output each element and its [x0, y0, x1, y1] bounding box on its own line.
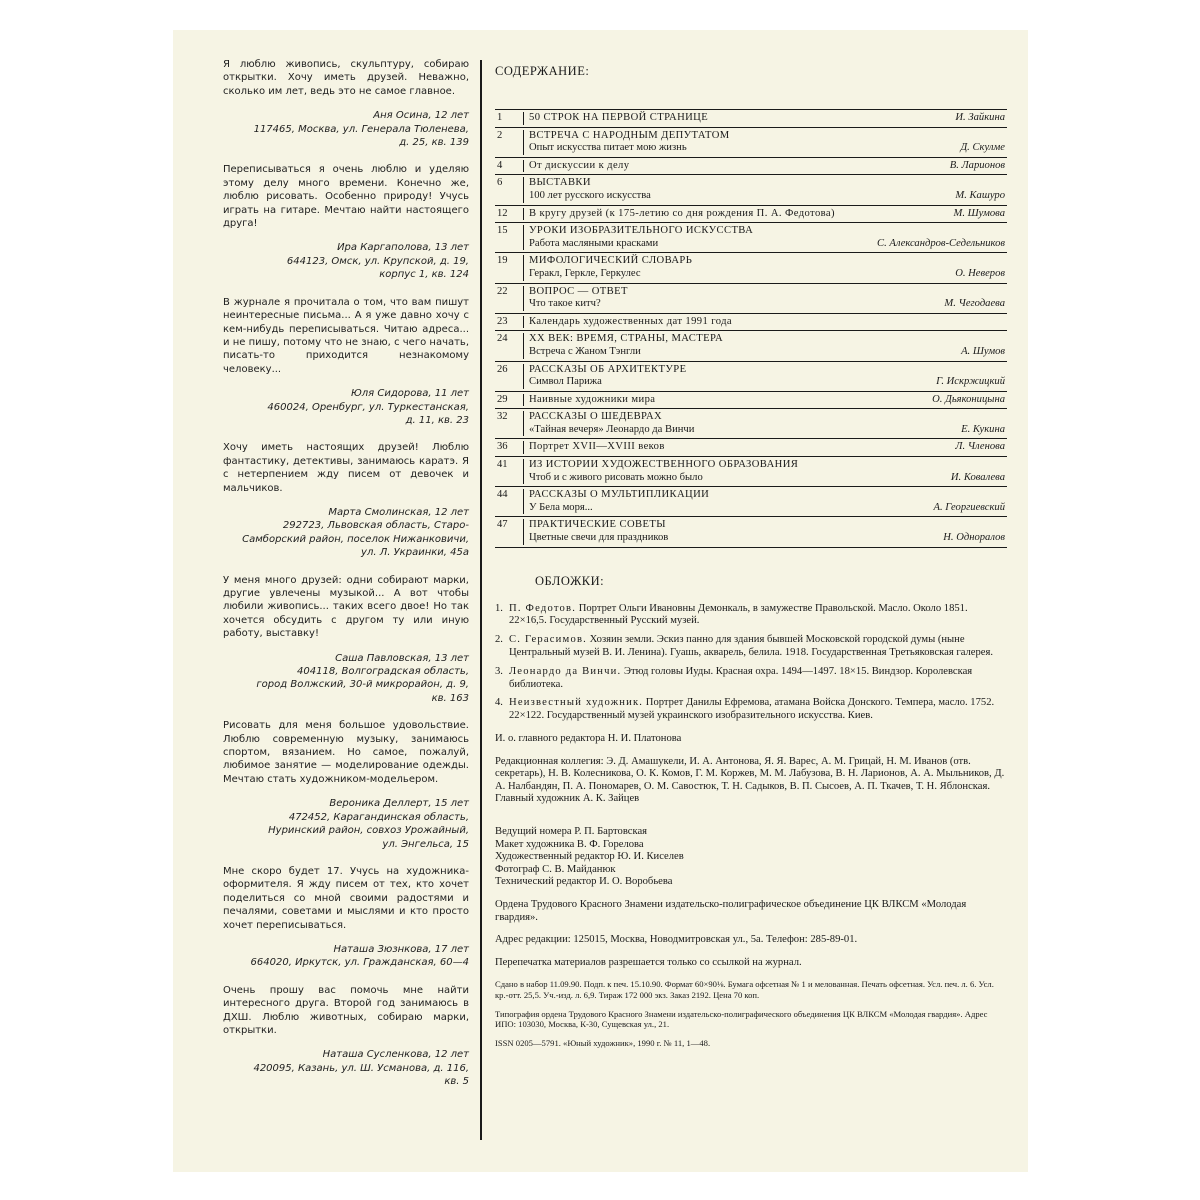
staff-line: Макет художника В. Ф. Горелова	[495, 838, 644, 850]
toc-page-number: 36	[497, 441, 508, 453]
cover-item	[495, 697, 1007, 723]
toc-entry	[523, 394, 1007, 407]
toc-row	[495, 409, 1007, 439]
contents-column	[495, 60, 1007, 1056]
toc-title: СОДЕРЖАНИЕ:	[495, 64, 590, 78]
toc-row	[495, 362, 1007, 392]
toc-section-title: РАССКАЗЫ О МУЛЬТИПЛИКАЦИИ	[529, 489, 710, 501]
toc-subtitle: У Бела моря...	[529, 501, 593, 513]
signature-line: Вероника Деллерт, 15 лет	[329, 798, 469, 810]
toc-page-number: 44	[497, 489, 508, 501]
toc-row	[495, 206, 1007, 224]
toc-row	[495, 487, 1007, 517]
cover-number: 4.	[495, 697, 503, 709]
toc-row	[495, 175, 1007, 205]
toc-author: М. Кашуро	[955, 189, 1005, 201]
toc-page-number: 6	[497, 177, 503, 189]
cover-number: 3.	[495, 665, 503, 677]
toc-subline	[529, 532, 1007, 545]
cover-description	[509, 666, 1007, 692]
toc-author: Е. Кукина	[961, 423, 1005, 435]
toc-subline	[529, 298, 1007, 311]
toc-page-number: 24	[497, 333, 508, 345]
letter-text: У меня много друзей: одни собирают марки, другие увлечены музыкой... А вот чтобы любили живопись... таких всего двое! Но так хочется обсудить с другом ту или иную работу, выставку!	[223, 574, 469, 640]
toc-page-number: 2	[497, 129, 503, 141]
toc-subline	[529, 394, 1007, 407]
toc-entry	[523, 208, 1007, 221]
cover-item	[495, 634, 1007, 660]
signature-line: город Волжский, 30-й микрорайон, д. 9,	[256, 679, 469, 691]
chief-artist: Главный художник А. К. Зайцев	[495, 793, 640, 805]
toc-entry	[523, 364, 1007, 389]
toc-table	[495, 109, 1007, 548]
letter-block	[223, 163, 469, 281]
letter-block	[223, 441, 469, 559]
toc-subline	[529, 346, 1007, 359]
letter-signature	[223, 387, 469, 427]
signature-line: Аня Осина, 12 лет	[373, 110, 469, 122]
toc-entry	[523, 441, 1007, 454]
signature-line: д. 11, кв. 23	[405, 414, 469, 426]
toc-row	[495, 331, 1007, 361]
toc-section-title: ВОПРОС — ОТВЕТ	[529, 285, 628, 297]
toc-page-number: 15	[497, 225, 508, 237]
signature-line: д. 25, кв. 139	[399, 137, 469, 149]
signature-line: 292723, Львовская область, Старо-Самборский район, поселок Нижанковичи,	[242, 520, 469, 545]
toc-entry	[523, 459, 1007, 484]
cover-text: Портрет Данилы Ефремова, атамана Войска Донского. Темпера, масло. 1752. 22×122. Государственный музей украинского изобразительного искусства. Киев.	[509, 697, 995, 722]
toc-subtitle: 100 лет русского искусства	[529, 189, 651, 201]
toc-subtitle: Что такое китч?	[529, 298, 601, 310]
cover-description	[509, 697, 1007, 723]
toc-section-title: ВЫСТАВКИ	[529, 177, 591, 189]
column-divider	[480, 60, 482, 1140]
signature-line: корпус 1, кв. 124	[379, 269, 469, 281]
toc-row	[495, 392, 1007, 410]
letter-signature	[223, 241, 469, 281]
signature-line: Саша Павловская, 13 лет	[335, 652, 469, 664]
toc-section-title: ВСТРЕЧА С НАРОДНЫМ ДЕПУТАТОМ	[529, 129, 730, 141]
toc-author: Д. Скулме	[960, 142, 1005, 154]
toc-entry	[523, 316, 1007, 329]
toc-section-title: РАССКАЗЫ ОБ АРХИТЕКТУРЕ	[529, 363, 687, 375]
acting-editor: И. о. главного редактора Н. И. Платонова	[495, 733, 682, 744]
toc-page-number: 32	[497, 411, 508, 423]
letter-signature	[223, 943, 469, 970]
staff-line: Ведущий номера Р. П. Бартовская	[495, 825, 648, 837]
covers-title: ОБЛОЖКИ:	[535, 573, 605, 588]
letter-signature	[223, 506, 469, 560]
toc-subtitle: Геракл, Геркле, Геркулес	[529, 267, 641, 279]
toc-section-title: Календарь художественных дат 1991 года	[529, 315, 733, 327]
toc-author: В. Ларионов	[949, 159, 1005, 171]
staff-line: Фотограф С. В. Майданюк	[495, 863, 616, 875]
toc-row	[495, 158, 1007, 176]
cover-description	[509, 634, 1007, 660]
toc-section-title: XX ВЕК: ВРЕМЯ, СТРАНЫ, МАСТЕРА	[529, 333, 724, 345]
toc-row	[495, 128, 1007, 158]
letter-block	[223, 865, 469, 970]
letter-block	[223, 984, 469, 1089]
toc-subline	[529, 238, 1007, 251]
toc-row	[495, 517, 1007, 547]
letter-text: В журнале я прочитала о том, что вам пишут неинтересные письма... А я уже давно хочу с кем-нибудь переписываться. Читаю адреса... и не пишу, потому что не знаю, с чего начать, писать-то приходится незнакомому человеку...	[223, 296, 469, 375]
letters-column	[223, 58, 469, 1103]
cover-description	[509, 603, 1007, 629]
signature-line: 664020, Иркутск, ул. Гражданская, 60—4	[250, 957, 469, 969]
toc-page-number: 23	[497, 315, 508, 327]
signature-line: Марта Смолинская, 12 лет	[328, 506, 469, 518]
toc-page-number: 47	[497, 519, 508, 531]
letter-text: Рисовать для меня большое удовольствие. Люблю современную музыку, занимаюсь спортом, вязанием. Но самое, пожалуй, любимое занятие — моделирование одежды. Мечтаю стать художником-модельером.	[223, 720, 469, 785]
printing-house: Типография ордена Трудового Красного Знамени издательско-полиграфического объединения ЦК ВЛКСМ «Молодая гвардия». Адрес ИПО: 103030, Москва, К-30, Сущевская ул., 21.	[495, 1008, 988, 1030]
toc-subtitle: Работа масляными красками	[529, 237, 659, 249]
toc-entry	[523, 286, 1007, 311]
editorial-board	[495, 756, 1007, 806]
toc-subline	[529, 268, 1007, 281]
letter-block	[223, 58, 469, 149]
toc-entry	[523, 160, 1007, 173]
toc-page-number: 4	[497, 159, 503, 171]
letter-text: Я люблю живопись, скульптуру, собираю открытки. Хочу иметь друзей. Неважно, сколько им лет, ведь это не самое главное.	[223, 59, 469, 97]
staff-line: Художественный редактор Ю. И. Киселев	[495, 851, 684, 863]
cover-text: Этюд головы Иуды. Красная охра. 1494—1497. 18×15. Виндзор. Королевская библиотека.	[509, 665, 973, 690]
toc-author: С. Александров-Седельников	[877, 237, 1005, 249]
cover-text: Портрет Ольги Ивановны Демонкаль, в замужестве Правольской. Масло. Около 1851. 22×16,5. Государственный Русский музей.	[509, 602, 968, 627]
letter-signature	[223, 652, 469, 706]
print-info: Сдано в набор 11.09.90. Подп. к печ. 15.10.90. Формат 60×90⅛. Бумага офсетная № 1 и мелованная. Печать офсетная. Усл. печ. л. 6. Усл. кр.-отт. 25,5. Уч.-изд. л. 6,9. Тираж 172 000 экз. Заказ 2192. Цена 70 коп.	[495, 979, 994, 1000]
editorial-address: Адрес редакции: 125015, Москва, Новодмитровская ул., 5а. Телефон: 285-89-01.	[495, 934, 858, 946]
toc-subline	[529, 472, 1007, 485]
toc-subline	[529, 160, 1007, 173]
toc-author: И. Зайкина	[955, 112, 1005, 123]
toc-row	[495, 253, 1007, 283]
toc-section-title: В кругу друзей (к 175-летию со дня рождения П. А. Федотова)	[529, 207, 835, 219]
toc-row	[495, 439, 1007, 457]
toc-row	[495, 110, 1007, 128]
cover-number: 1.	[495, 602, 503, 614]
toc-row	[495, 314, 1007, 332]
signature-line: ул. Энгельса, 15	[382, 838, 469, 850]
publisher: Ордена Трудового Красного Знамени издательско-полиграфическое объединение ЦК ВЛКСМ «Молодая гвардия».	[495, 898, 967, 923]
toc-entry	[523, 112, 1007, 125]
letter-text: Переписываться я очень люблю и уделяю этому делу много времени. Конечно же, люблю рисовать. Особенно природу! Учусь играть на гитаре. Мечтаю найти настоящего друга!	[223, 164, 469, 230]
toc-subline	[529, 441, 1007, 454]
toc-row	[495, 457, 1007, 487]
toc-author: Н. Одноралов	[943, 532, 1005, 544]
toc-subtitle: «Тайная вечеря» Леонардо да Винчи	[529, 423, 695, 435]
toc-author: А. Георгиевский	[933, 501, 1005, 513]
toc-subline	[529, 208, 1007, 221]
letter-signature	[223, 797, 469, 851]
staff-line: Технический редактор И. О. Воробьева	[495, 876, 673, 888]
toc-page-number: 19	[497, 255, 508, 267]
toc-section-title: ИЗ ИСТОРИИ ХУДОЖЕСТВЕННОГО ОБРАЗОВАНИЯ	[529, 459, 799, 471]
toc-page-number: 22	[497, 285, 508, 297]
letter-block	[223, 296, 469, 428]
toc-author: Г. Искржицкий	[936, 376, 1005, 388]
toc-subtitle: Чтоб и с живого рисовать можно было	[529, 471, 703, 483]
cover-number: 2.	[495, 634, 503, 646]
toc-section-title: РАССКАЗЫ О ШЕДЕВРАХ	[529, 411, 663, 423]
toc-entry	[523, 130, 1007, 155]
toc-subline	[529, 376, 1007, 389]
toc-row	[495, 223, 1007, 253]
toc-subline	[529, 502, 1007, 515]
signature-line: кв. 5	[444, 1076, 469, 1088]
toc-subline	[529, 190, 1007, 203]
letter-text: Мне скоро будет 17. Учусь на художника-оформителя. Я жду писем от тех, кто хочет поделиться со мной своими радостями и печалями, советами и мыслями и кто просто хочет переписываться.	[223, 865, 469, 931]
toc-author: О. Дьяконицына	[932, 393, 1005, 405]
cover-artist: П. Федотов.	[509, 602, 577, 614]
toc-subline	[529, 316, 1007, 329]
cover-text: Хозяин земли. Эскиз панно для здания бывшей Московской городской думы (ныне Центральный музей В. И. Ленина). Гуашь, акварель, белила. 1918. Государственная Третьяковская галерея.	[509, 634, 994, 659]
signature-line: 472452, Карагандинская область,	[288, 811, 469, 823]
issn-line: ISSN 0205—5791. «Юный художник», 1990 г. № 11, 1—48.	[495, 1037, 711, 1048]
toc-page-number: 29	[497, 393, 508, 405]
toc-page-number: 26	[497, 363, 508, 375]
signature-line: Юля Сидорова, 11 лет	[350, 388, 469, 400]
signature-line: 117465, Москва, ул. Генерала Тюленева,	[253, 123, 469, 135]
toc-subline	[529, 112, 1007, 125]
signature-line: Наташа Зюзнкова, 17 лет	[333, 943, 469, 955]
toc-section-title: 50 СТРОК НА ПЕРВОЙ СТРАНИЦЕ	[529, 112, 709, 123]
toc-entry	[523, 411, 1007, 436]
letter-text: Очень прошу вас помочь мне найти интересного друга. Второй год занимаюсь в ДХШ. Люблю животных, собираю марки, открытки.	[223, 984, 469, 1036]
magazine-page	[173, 30, 1028, 1172]
cover-artist: С. Герасимов.	[509, 634, 588, 646]
letter-text: Хочу иметь настоящих друзей! Люблю фантастику, детективы, занимаюсь каратэ. Я с нетерпением жду писем от девочек и мальчиков.	[223, 442, 469, 494]
toc-author: А. Шумов	[961, 345, 1005, 357]
letter-signature	[223, 109, 469, 149]
toc-section-title: От дискуссии к делу	[529, 159, 630, 171]
cover-item	[495, 666, 1007, 692]
toc-subtitle: Встреча с Жаном Тэнгли	[529, 345, 641, 357]
toc-page-number: 1	[497, 112, 503, 123]
toc-subline	[529, 142, 1007, 155]
toc-author: И. Ковалева	[950, 471, 1005, 483]
signature-line: 420095, Казань, ул. Ш. Усманова, д. 116,	[253, 1062, 469, 1074]
staff-list	[495, 826, 1007, 889]
signature-line: кв. 163	[431, 692, 469, 704]
toc-author: Л. Членова	[955, 441, 1005, 453]
cover-artist: Неизвестный художник.	[509, 697, 644, 709]
toc-subtitle: Цветные свечи для праздников	[529, 532, 669, 544]
cover-item	[495, 603, 1007, 629]
letter-block	[223, 719, 469, 851]
toc-page-number: 12	[497, 207, 508, 219]
toc-author: М. Чегодаева	[944, 298, 1005, 310]
toc-entry	[523, 519, 1007, 544]
letter-signature	[223, 1048, 469, 1088]
toc-entry	[523, 177, 1007, 202]
signature-line: 644123, Омск, ул. Крупской, д. 19,	[286, 255, 469, 267]
cover-artist: Леонардо да Винчи.	[509, 665, 622, 677]
toc-entry	[523, 225, 1007, 250]
signature-line: Наташа Сусленкова, 12 лет	[322, 1049, 469, 1061]
signature-line: 404118, Волгоградская область,	[297, 666, 469, 678]
toc-row	[495, 284, 1007, 314]
toc-subtitle: Опыт искусства питает мою жизнь	[529, 142, 687, 154]
toc-subtitle: Символ Парижа	[529, 376, 602, 388]
toc-author: М. Шумова	[953, 207, 1005, 219]
letter-block	[223, 574, 469, 706]
signature-line: Нуринский район, совхоз Урожайный,	[268, 825, 469, 837]
toc-section-title: ПРАКТИЧЕСКИЕ СОВЕТЫ	[529, 519, 666, 531]
toc-entry	[523, 255, 1007, 280]
credits	[495, 733, 1007, 1048]
toc-author: О. Неверов	[955, 267, 1005, 279]
toc-author	[1005, 316, 1007, 329]
signature-line: 460024, Оренбург, ул. Туркестанская,	[267, 401, 469, 413]
toc-entry	[523, 333, 1007, 358]
signature-line: ул. Л. Украинки, 45а	[361, 547, 469, 559]
signature-line: Ира Каргаполова, 13 лет	[337, 242, 469, 254]
toc-page-number: 41	[497, 459, 508, 471]
imprint	[495, 979, 1007, 1048]
reprint-notice: Перепечатка материалов разрешается только со ссылкой на журнал.	[495, 956, 802, 968]
toc-subline	[529, 424, 1007, 437]
toc-entry	[523, 489, 1007, 514]
toc-section-title: Наивные художники мира	[529, 393, 656, 405]
covers-list	[495, 603, 1007, 723]
toc-section-title: МИФОЛОГИЧЕСКИЙ СЛОВАРЬ	[529, 255, 693, 267]
toc-section-title: УРОКИ ИЗОБРАЗИТЕЛЬНОГО ИСКУССТВА	[529, 225, 754, 237]
board-members: Редакционная коллегия: Э. Д. Амашукели, И. А. Антонова, Я. Я. Варес, А. М. Грицай, Н. М. Иванов (отв. секретарь), Н. В. Колесникова, О. К. Комов, Г. М. Коржев, М. М. Лабузова, В. Н. Ларионов, А. А. Мыльников, Д. А. Налбандян, П. А. Пономарев, О. М. Савостюк, Т. Н. Садыков, В. П. Сысоев, А. П. Ткачев, Т. Н. Яблонская.	[495, 755, 1005, 792]
toc-section-title: Портрет XVII—XVIII веков	[529, 441, 665, 453]
